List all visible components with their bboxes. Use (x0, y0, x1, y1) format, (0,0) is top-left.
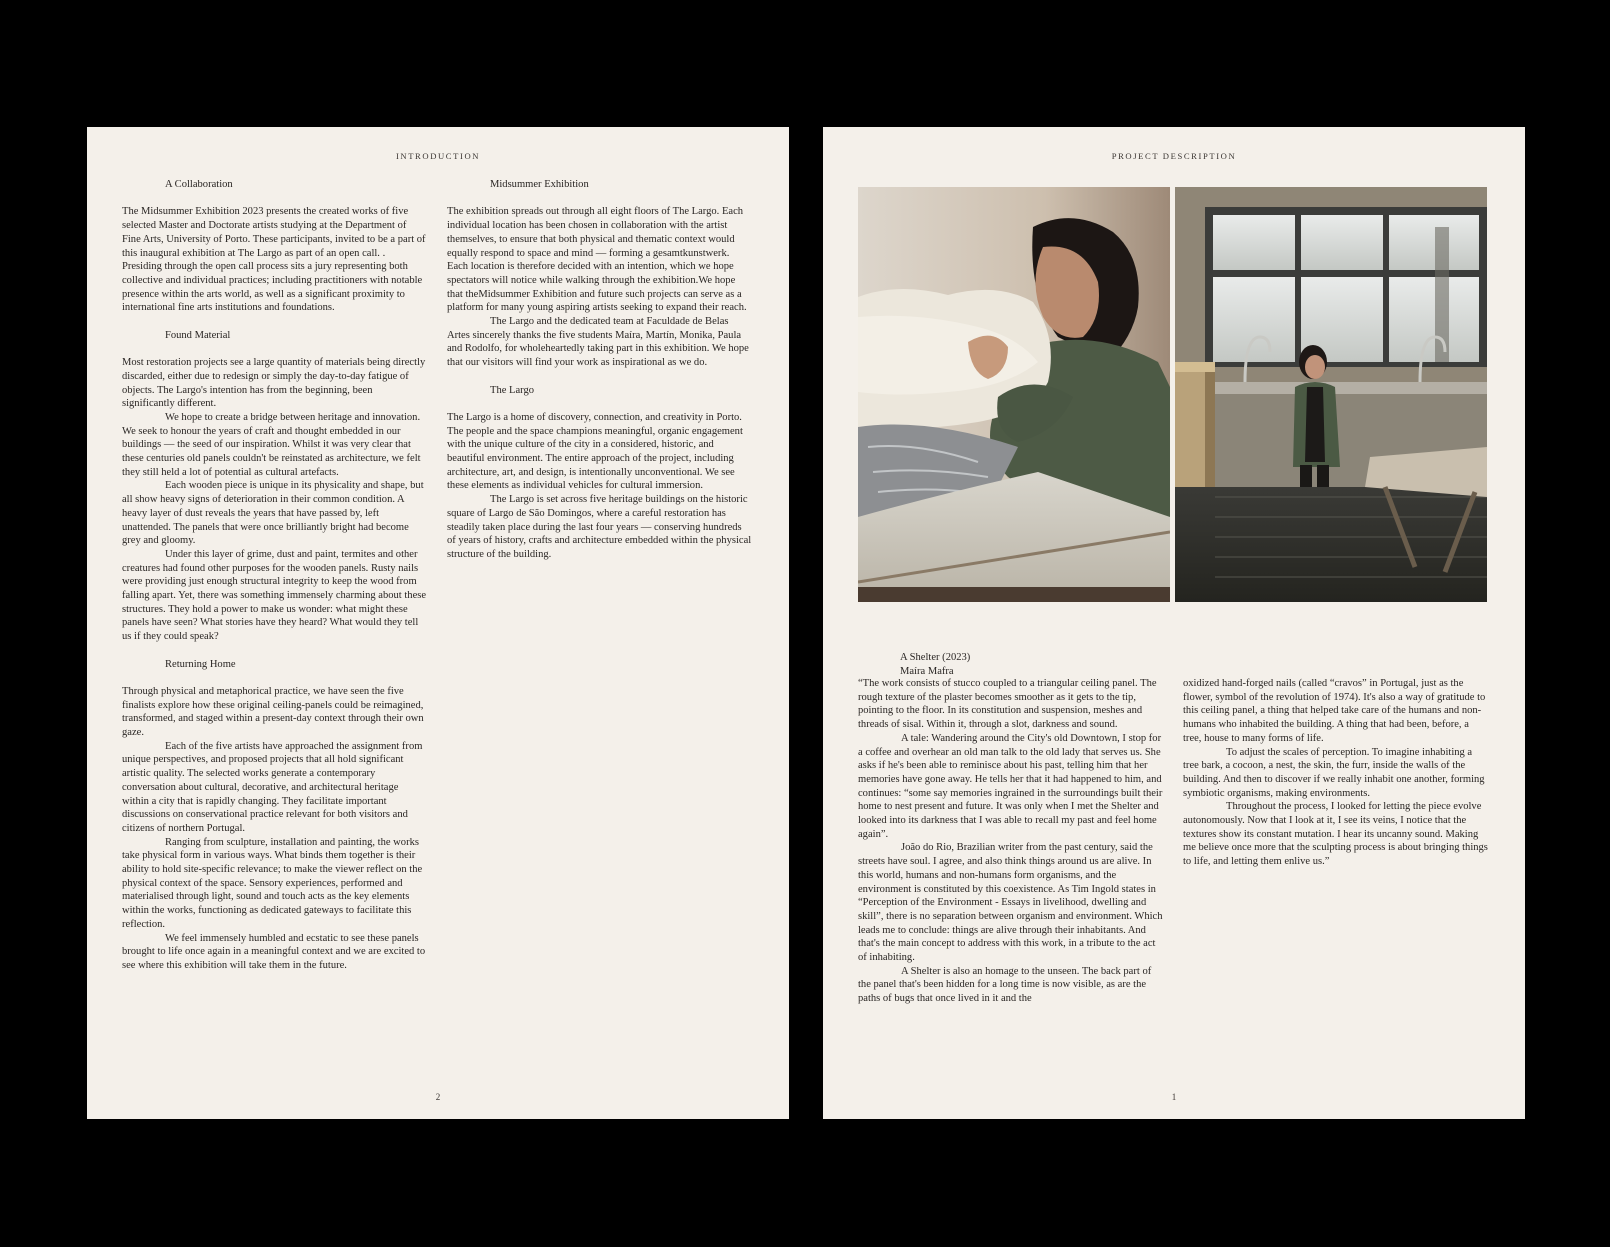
section-heading: Returning Home (165, 658, 236, 670)
page-number: 1 (1171, 1092, 1177, 1102)
paragraph-gap (122, 644, 427, 658)
body-paragraph: João do Rio, Brazilian writer from the past century, said the streets have soul. I agree, and also think things around us are alive. In this world, humans and non-humans form organisms, and the environment is constituted by this coexistence. As Tim Ingold states in “Perception of the Environment - Essays in livelihood, dwelling and skill”, there is no separation between organism and environment. Which leads me to conclude: things are alive through their inhabitants. And that's the main concept to address with this work, in a tribute to the act of inhabiting. (858, 842, 1163, 964)
body-paragraph: The Largo is a home of discovery, connection, and creativity in Porto. The people and the space champions meaningful, organic engagement with the unique culture of the city in a considered, historic, and beautiful environment. The entire approach of the project, including architecture, art, and design, is intentionally unconventional. We see these elements as individual vehicles for cultural immersion. (447, 411, 743, 492)
text-column-left (858, 677, 1163, 1006)
running-head: INTRODUCTION (395, 151, 481, 161)
section-heading: Found Material (165, 329, 231, 341)
body-paragraph: To adjust the scales of perception. To imagine inhabiting a tree bark, a cocoon, a nest, the skin, the furr, inside the walls of the building. And then to discover if we really inhabit one another, forming symbiotic organisms, making environments. (1183, 746, 1485, 799)
section-heading: A Collaboration (165, 179, 233, 190)
body-paragraph: “The work consists of stucco coupled to a triangular ceiling panel. The rough texture of the plaster becomes smoother as it gets to the tip, pointing to the floor. In its constitution and suspension, meshes and threads of sisal. Within it, through a slot, darkness and sound. (858, 678, 1157, 731)
body-paragraph: Through physical and metaphorical practice, we have seen the five finalists explore how these original ceiling-panels could be reimagined, transformed, and staged within a present-day context through their own gaze. (122, 685, 424, 739)
right-page (823, 127, 1525, 1119)
section-heading: The Largo (490, 384, 535, 396)
body-paragraph: We hope to create a bridge between heritage and innovation. We seek to honour the years of craft and thought embedded in our buildings — the seed of our inspiration. Whilst it was very clear that these centuries old panels couldn't be reinstated as architecture, we felt they still held a lot of potential as cultural artefacts. (122, 411, 421, 478)
photo-artist-in-workshop (1175, 187, 1487, 602)
body-paragraph: A tale: Wandering around the City's old Downtown, I stop for a coffee and overhear an old man talk to the old lady that serves us. She asks if he's been able to reminisce about his past, telling him that her memories have gone away. He tells her that it had happened to him, and continues: “some say memories ingrained in the surroundings built their home to nest present and future. It was only when I met the Shelter and looked into its darkness that I was able to recall my past and feel home again”. (858, 732, 1163, 840)
page-number: 2 (435, 1092, 441, 1102)
body-paragraph: We feel immensely humbled and ecstatic to see these panels brought to life once again in a meaningful context and we are excited to see where this exhibition will take them in the future. (122, 932, 426, 971)
left-page (87, 127, 789, 1119)
body-paragraph: The Midsummer Exhibition 2023 presents the created works of five selected Master and Doctorate artists studying at the Department of Fine Arts, University of Porto. These participants, invited to be a part of this inaugural exhibition at The Largo as part of an open call. . Presiding through the open call process sits a jury representing both collective and individual practices; including practitioners with notable presence within the arts world, as well as a significant proximity to international fine arts institutions and foundations. (122, 206, 426, 314)
body-paragraph: Most restoration projects see a large quantity of materials being directly discarded, either due to redesign or simply the day-to-day fatigue of objects. The Largo's intention has from the beginning, been significantly different. (122, 357, 426, 410)
body-paragraph: A Shelter is also an homage to the unseen. The back part of the panel that's been hidden for a long time is now visible, as are the paths of bugs that once lived in it and the (858, 965, 1152, 1005)
paragraph-gap (447, 370, 752, 384)
section-heading: Midsummer Exhibition (490, 179, 589, 190)
work-caption (900, 651, 970, 678)
running-head: PROJECT DESCRIPTION (1111, 151, 1237, 161)
body-paragraph: Throughout the process, I looked for letting the piece evolve autonomously. Now that I look at it, I see its veins, I notice that the textures show its constant mutation. I hear its uncanny sound. Making me believe once more that the sculpting process is about bringing things to life, and letting them enlive us.” (1183, 801, 1488, 868)
body-paragraph: Each of the five artists have approached the assignment from unique perspectives, and proposed projects that all hold significant artistic quality. The selected works generate a contemporary conversation about cultural, decorative, and architectural heritage within a city that is rapidly changing. They facilitate important discussions on conservational practice relevant for both visitors and citizens of northern Portugal. (122, 740, 423, 834)
artist-name: Maíra Mafra (900, 665, 954, 677)
body-paragraph: Ranging from sculpture, installation and painting, the works take physical form in various ways. What binds them together is their ability to hold site-specific relevance; to make the viewer reflect on the physical context of the space. Sensory experiences, performed and materialised through light, sound and touch acts as the key elements within the works, functioning as dedicated gateways to facilitate this reflection. (122, 836, 423, 930)
text-column-right (1183, 677, 1488, 869)
photo-artist-with-sculpture (858, 187, 1170, 602)
body-paragraph: oxidized hand-forged nails (called “cravos” in Portugal, just as the flower, symbol of the revolution of 1974). It's also a way of gratitude to this ceiling panel, a thing that helped take care of the humans and non-humans who inhabited the building. A thing that had been, before, a tree, house to many forms of life. (1183, 678, 1486, 744)
body-paragraph: Each wooden piece is unique in its physicality and shape, but all show heavy signs of deterioration in their common condition. A heavy layer of dust reveals the years that have passed by, left unattended. The panels that were once brilliantly bright had become grey and gloomy. (122, 480, 424, 547)
body-paragraph: The exhibition spreads out through all eight floors of The Largo. Each individual location has been chosen in collaboration with the artist themselves, to ensure that both physical and thematic context would equally respond to space and mind — forming a gesamtkunstwerk. Each location is therefore decided with an intention, which we hope spectators will notice while walking through the exhibition.We hope that theMidsummer Exhibition and future such projects can serve as a platform for many young aspiring artists seeking to expand their reach. (447, 206, 747, 314)
body-paragraph: Under this layer of grime, dust and paint, termites and other creatures had found other purposes for the wooden panels. Rusty nails were providing just enough structural integrity to keep the wood from falling apart. Yet, there was something immensely charming about these structures. They hold a power to make us wonder: what might these panels have seen? What stories have they heard? What would they tell us if they could speak? (122, 548, 427, 643)
body-paragraph: The Largo and the dedicated team at Faculdade de Belas Artes sincerely thanks the five students Maíra, Martín, Monika, Paula and Rodolfo, for wholeheartedly taking part in this exhibition. We hope that our visitors will find your work as inspirational as we do. (447, 316, 749, 369)
work-title: A Shelter (2023) (900, 652, 971, 663)
body-paragraph: The Largo is set across five heritage buildings on the historic square of Largo de São Domingos, where a careful restoration has steadily taken place during the last four years — conserving hundreds of years of history, crafts and architecture embedded within the physical structure of the building. (447, 494, 752, 560)
paragraph-gap (122, 315, 427, 329)
text-column-right (447, 178, 752, 562)
text-column-left (122, 178, 427, 973)
